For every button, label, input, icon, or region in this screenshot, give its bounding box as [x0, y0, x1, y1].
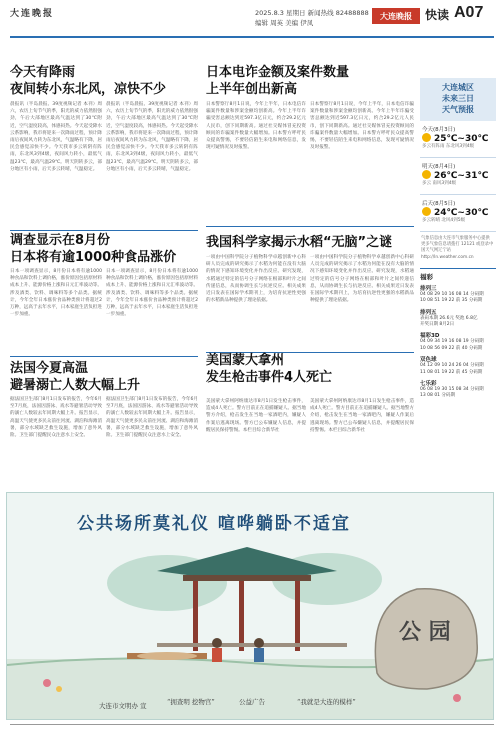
- article-france-body-col1: 据法国卫生部门8月1日发布的报告，今年6月至7月底，法国因游泳、戏水等避暑活动导致的溺亡人数较去年同期大幅上升。报告显示，高温天气使更多民众前往河流、湖泊和海滩消暑，部分水域缺乏救生设施，增加了意外风险。卫生部门提醒民众注意水上安全。: [10, 397, 102, 439]
- article-food-body-col2: 日本一项调查显示，8月份日本将有逾1000种食品和饮料上调价格，涨价原因包括原材料成本上升、能源价格上涨和日元汇率波动等。涉及酒类、饮料、调味料等多个品类。据统计，今年全年日本涨价食品种类预计将超过2万种，远高于去年水平，日本家庭生活负担进一步加重。: [106, 269, 198, 318]
- weather-title-1: 大连城区: [442, 83, 474, 92]
- article-montana-headline-1[interactable]: 美国蒙大拿州: [206, 353, 285, 368]
- illustration-caption-left: “拥查明 挖物宫”: [167, 698, 215, 706]
- sun-cloud-icon: [422, 170, 431, 179]
- lottery-block: [420, 355, 496, 376]
- article-weather-headline-2[interactable]: 夜间转小东北风，凉快不少: [10, 82, 167, 97]
- weather-title-3: 天气预报: [442, 105, 474, 114]
- weather-title-2: 未来三日: [442, 94, 474, 103]
- divider: [10, 230, 198, 231]
- header-rule: [10, 36, 494, 38]
- article-montana-body-col1: 美国蒙大拿州阿纳康达市8月1日发生枪击事件，造成4人死亡。警方目前正在追捕嫌疑人。据当地警方介绍，枪击发生在当地一家酒吧内，嫌疑人作案后逃离现场。警方已公布嫌疑人信息，并提醒居民保持警惕。本栏目综合新华社: [206, 399, 306, 433]
- staff-meta: [255, 18, 313, 27]
- editor-label: 编辑: [255, 19, 268, 27]
- article-montana-headline-2[interactable]: 发生枪击事件4人死亡: [206, 370, 333, 385]
- illustration-title: 公共场所莫礼仪 喧哗躺卧不适宜: [77, 514, 351, 534]
- hotline-label: 新闻热线: [307, 9, 334, 17]
- designer-label: 美编: [285, 19, 299, 27]
- forecast-desc: 多云 南风3到4级: [422, 181, 457, 186]
- sun-icon: [422, 207, 431, 216]
- lottery-result: 10 08 56 09 22 前 40 分码期: [420, 345, 483, 351]
- hotline-number: 82488888: [335, 9, 369, 17]
- forecast-temp: 25℃~30℃: [434, 134, 489, 144]
- article-fraud-headline-1[interactable]: 日本电诈金额及案件数量: [206, 65, 350, 80]
- page-number: A07: [454, 4, 484, 21]
- article-montana-body-col2: 美国蒙大拿州阿纳康达市8月1日发生枪击事件，造成4人死亡。警方目前正在追捕嫌疑人。据当地警方介绍，枪击发生在当地一家酒吧内，嫌疑人作案后逃离现场。警方已公布嫌疑人信息，并提醒居民保持警惕。本栏目综合新华社: [310, 399, 414, 433]
- lottery-result: 表码本期 26.6元 奖池 6.8亿: [420, 315, 478, 321]
- brand-text: 大连晚报: [10, 9, 55, 19]
- article-rice-body-col1: 一项由中国科学院分子植物科学卓越创新中心科研人员完成的研究揭示了水稻为何能在没有大脑的情况下感知环境变化并作出反应。研究发现，水稻通过特定的信号分子网络在根部和叶片之间传递信息，从而协调生长与抗逆反应。相关成果近日发表在国际学术期刊上，为培育抗逆性更强的水稻新品种提供了理论依据。: [206, 255, 306, 304]
- article-france-headline-1[interactable]: 法国今夏高温: [10, 361, 89, 376]
- lottery-result: 04 12 09 10 24 26 04 分码期: [420, 363, 484, 369]
- forecast-temp: 24℃~30℃: [434, 208, 489, 218]
- lottery-block: [420, 284, 496, 305]
- article-weather-headline-1[interactable]: 今天有降雨: [10, 65, 76, 80]
- lottery-name: 福彩3D: [420, 333, 440, 340]
- illustration-caption-mid: 公益广告: [239, 698, 265, 706]
- weather-lottery-sidebar: [420, 78, 496, 438]
- article-france-body-col2: 据法国卫生部门8月1日发布的报告，今年6月至7月底，法国因游泳、戏水等避暑活动导致的溺亡人数较去年同期大幅上升。报告显示，高温天气使更多民众前往河流、湖泊和海滩消暑，部分水域缺乏救生设施，增加了意外风险。卫生部门提醒民众注意水上安全。: [106, 397, 198, 439]
- illustration-caption-right: “我就是大连的模样”: [297, 698, 356, 706]
- masthead-brand: [10, 6, 80, 30]
- page-header: [0, 0, 500, 40]
- lottery-name: 七乐彩: [420, 381, 437, 388]
- lottery-block: [420, 331, 496, 352]
- forecast-desc: 多云有阵雨 东北风3到4级: [422, 144, 475, 149]
- article-food-headline-2[interactable]: 日本将有逾1000种食品涨价: [10, 250, 177, 265]
- forecast-date: 今天(8月3日): [422, 127, 456, 133]
- lottery-result: 04 08 29 10 16 08 14 分码期: [420, 291, 484, 297]
- weather-forecast-header: [420, 78, 496, 121]
- page-bottom-rule: [10, 724, 494, 725]
- lottery-result: 11 08 01 19 22 前 45 分码期: [420, 369, 483, 375]
- forecast-date: 后天(8月5日): [422, 201, 456, 207]
- article-food-headline-1[interactable]: 调查显示在8月份: [10, 233, 111, 248]
- forecast-temp: 26℃~31℃: [434, 171, 489, 181]
- rock-inscription: 公 园: [399, 619, 451, 645]
- divider: [206, 226, 414, 227]
- editor-name: 周英: [270, 19, 284, 27]
- forecast-day: [420, 121, 496, 158]
- forecast-date: 明天(8月4日): [422, 164, 456, 170]
- lottery-result: 04 09 34 19 16 08 19 分码期: [420, 339, 484, 345]
- article-fraud-headline-2[interactable]: 上半年创出新高: [206, 82, 298, 97]
- lottery-result: 开奖日期 8月2日: [420, 322, 455, 328]
- forecast-desc: 多云转晴 北风4到5级: [422, 218, 466, 223]
- article-fraud-body-col2: 日本警察厅8月1日说，今年上半年，日本电信诈骗案件数量和涉案金额均创新高。今年上半年诈骗受害总额达到近597.3亿日元，约合29.2亿元人民币，创下同期新高。通过社交媒体冒充投资顾问的诈骗案件数量大幅增加。日本警方呼吁民众提高警惕，不要轻信陌生来电和网络信息，发现可疑情况及时报警。: [310, 102, 414, 151]
- public-service-illustration: [6, 492, 494, 720]
- article-weather-body-col2: 晨报讯（半岛晨报、39度视频记者 本刊）周六，农历上旬节气的季，阳光的威力依然很强劲，午后大部地区最高气温达到了30℃附近，空气湿度较高，体感闷热。今天起受降水云系影响，我市将迎来一次降雨过程，预计降雨后夜间风力转为东北风，气温略有下降，居民会感觉凉快不少。今天我市多云转阴有阵雨，东北风3到4级，夜间风力转小，最低气温23℃，最高气温29℃。明天阴转多云，部分地区有小雨，后天多云转晴，气温稳定。: [106, 102, 198, 172]
- article-food-body-col1: 日本一项调查显示，8月份日本将有逾1000种食品和饮料上调价格，涨价原因包括原材料成本上升、能源价格上涨和日元汇率波动等。涉及酒类、饮料、调味料等多个品类。据统计，今年全年日本涨价食品种类预计将超过2万种，远高于去年水平，日本家庭生活负担进一步加重。: [10, 269, 102, 318]
- lottery-name: 双色球: [420, 357, 437, 364]
- lottery-block: [420, 379, 496, 400]
- designer-name: 伊凤: [300, 19, 314, 27]
- issue-date: 2025.8.3: [255, 9, 284, 17]
- lottery-block: [420, 308, 496, 329]
- lottery-name: 排列三: [420, 285, 437, 292]
- lottery-result: 13 08 01 分码期: [420, 393, 455, 399]
- weather-source-note: 气象信息由大连市气象服务中心提供 更多气象信息请拨打 12121 或登录中国天气网辽宁站 http://ln.weather.com.cn: [421, 236, 494, 260]
- illustration-credit: 大连市文明办 宣: [99, 702, 147, 710]
- divider: [10, 356, 198, 357]
- lottery-result: 06 08 19 30 15 08 34 分码期: [420, 387, 484, 393]
- sun-cloud-icon: [422, 133, 431, 142]
- newspaper-logo: 大连晚报: [372, 8, 420, 24]
- issue-meta: [255, 8, 369, 17]
- forecast-day: [420, 158, 496, 195]
- article-fraud-body-col1: 日本警察厅8月1日说，今年上半年，日本电信诈骗案件数量和涉案金额均创新高。今年上半年诈骗受害总额达到近597.3亿日元，约合29.2亿元人民币，创下同期新高。通过社交媒体冒充投资顾问的诈骗案件数量大幅增加。日本警方呼吁民众提高警惕，不要轻信陌生来电和网络信息，发现可疑情况及时报警。: [206, 102, 306, 151]
- lottery-name: 排列五: [420, 309, 437, 316]
- article-france-headline-2[interactable]: 避暑溺亡人数大幅上升: [10, 378, 141, 393]
- article-rice-headline[interactable]: 我国科学家揭示水稻“无脑”之谜: [206, 235, 393, 250]
- article-weather-body-col1: 晨报讯（半岛晨报、39度视频记者 本刊）周六，农历上旬节气的季，阳光的威力依然很强劲，午后大部地区最高气温达到了30℃附近，空气湿度较高，体感闷热。今天起受降水云系影响，我市将迎来一次降雨过程，预计降雨后夜间风力转为东北风，气温略有下降，居民会感觉凉快不少。今天我市多云转阴有阵雨，东北风3到4级，夜间风力转小，最低气温23℃，最高气温29℃。明天阴转多云，部分地区有小雨，后天多云转晴，气温稳定。: [10, 102, 102, 172]
- lottery-section-title: 福彩: [420, 268, 496, 281]
- article-rice-body-col2: 一项由中国科学院分子植物科学卓越创新中心科研人员完成的研究揭示了水稻为何能在没有大脑的情况下感知环境变化并作出反应。研究发现，水稻通过特定的信号分子网络在根部和叶片之间传递信息，从而协调生长与抗逆反应。相关成果近日发表在国际学术期刊上，为培育抗逆性更强的水稻新品种提供了理论依据。: [310, 255, 414, 304]
- issue-weekday: 星期日: [286, 9, 306, 17]
- lottery-result: 10 08 51 19 22 前 35 分码期: [420, 298, 483, 304]
- section-name: 快读: [425, 8, 450, 22]
- forecast-day: [420, 195, 496, 232]
